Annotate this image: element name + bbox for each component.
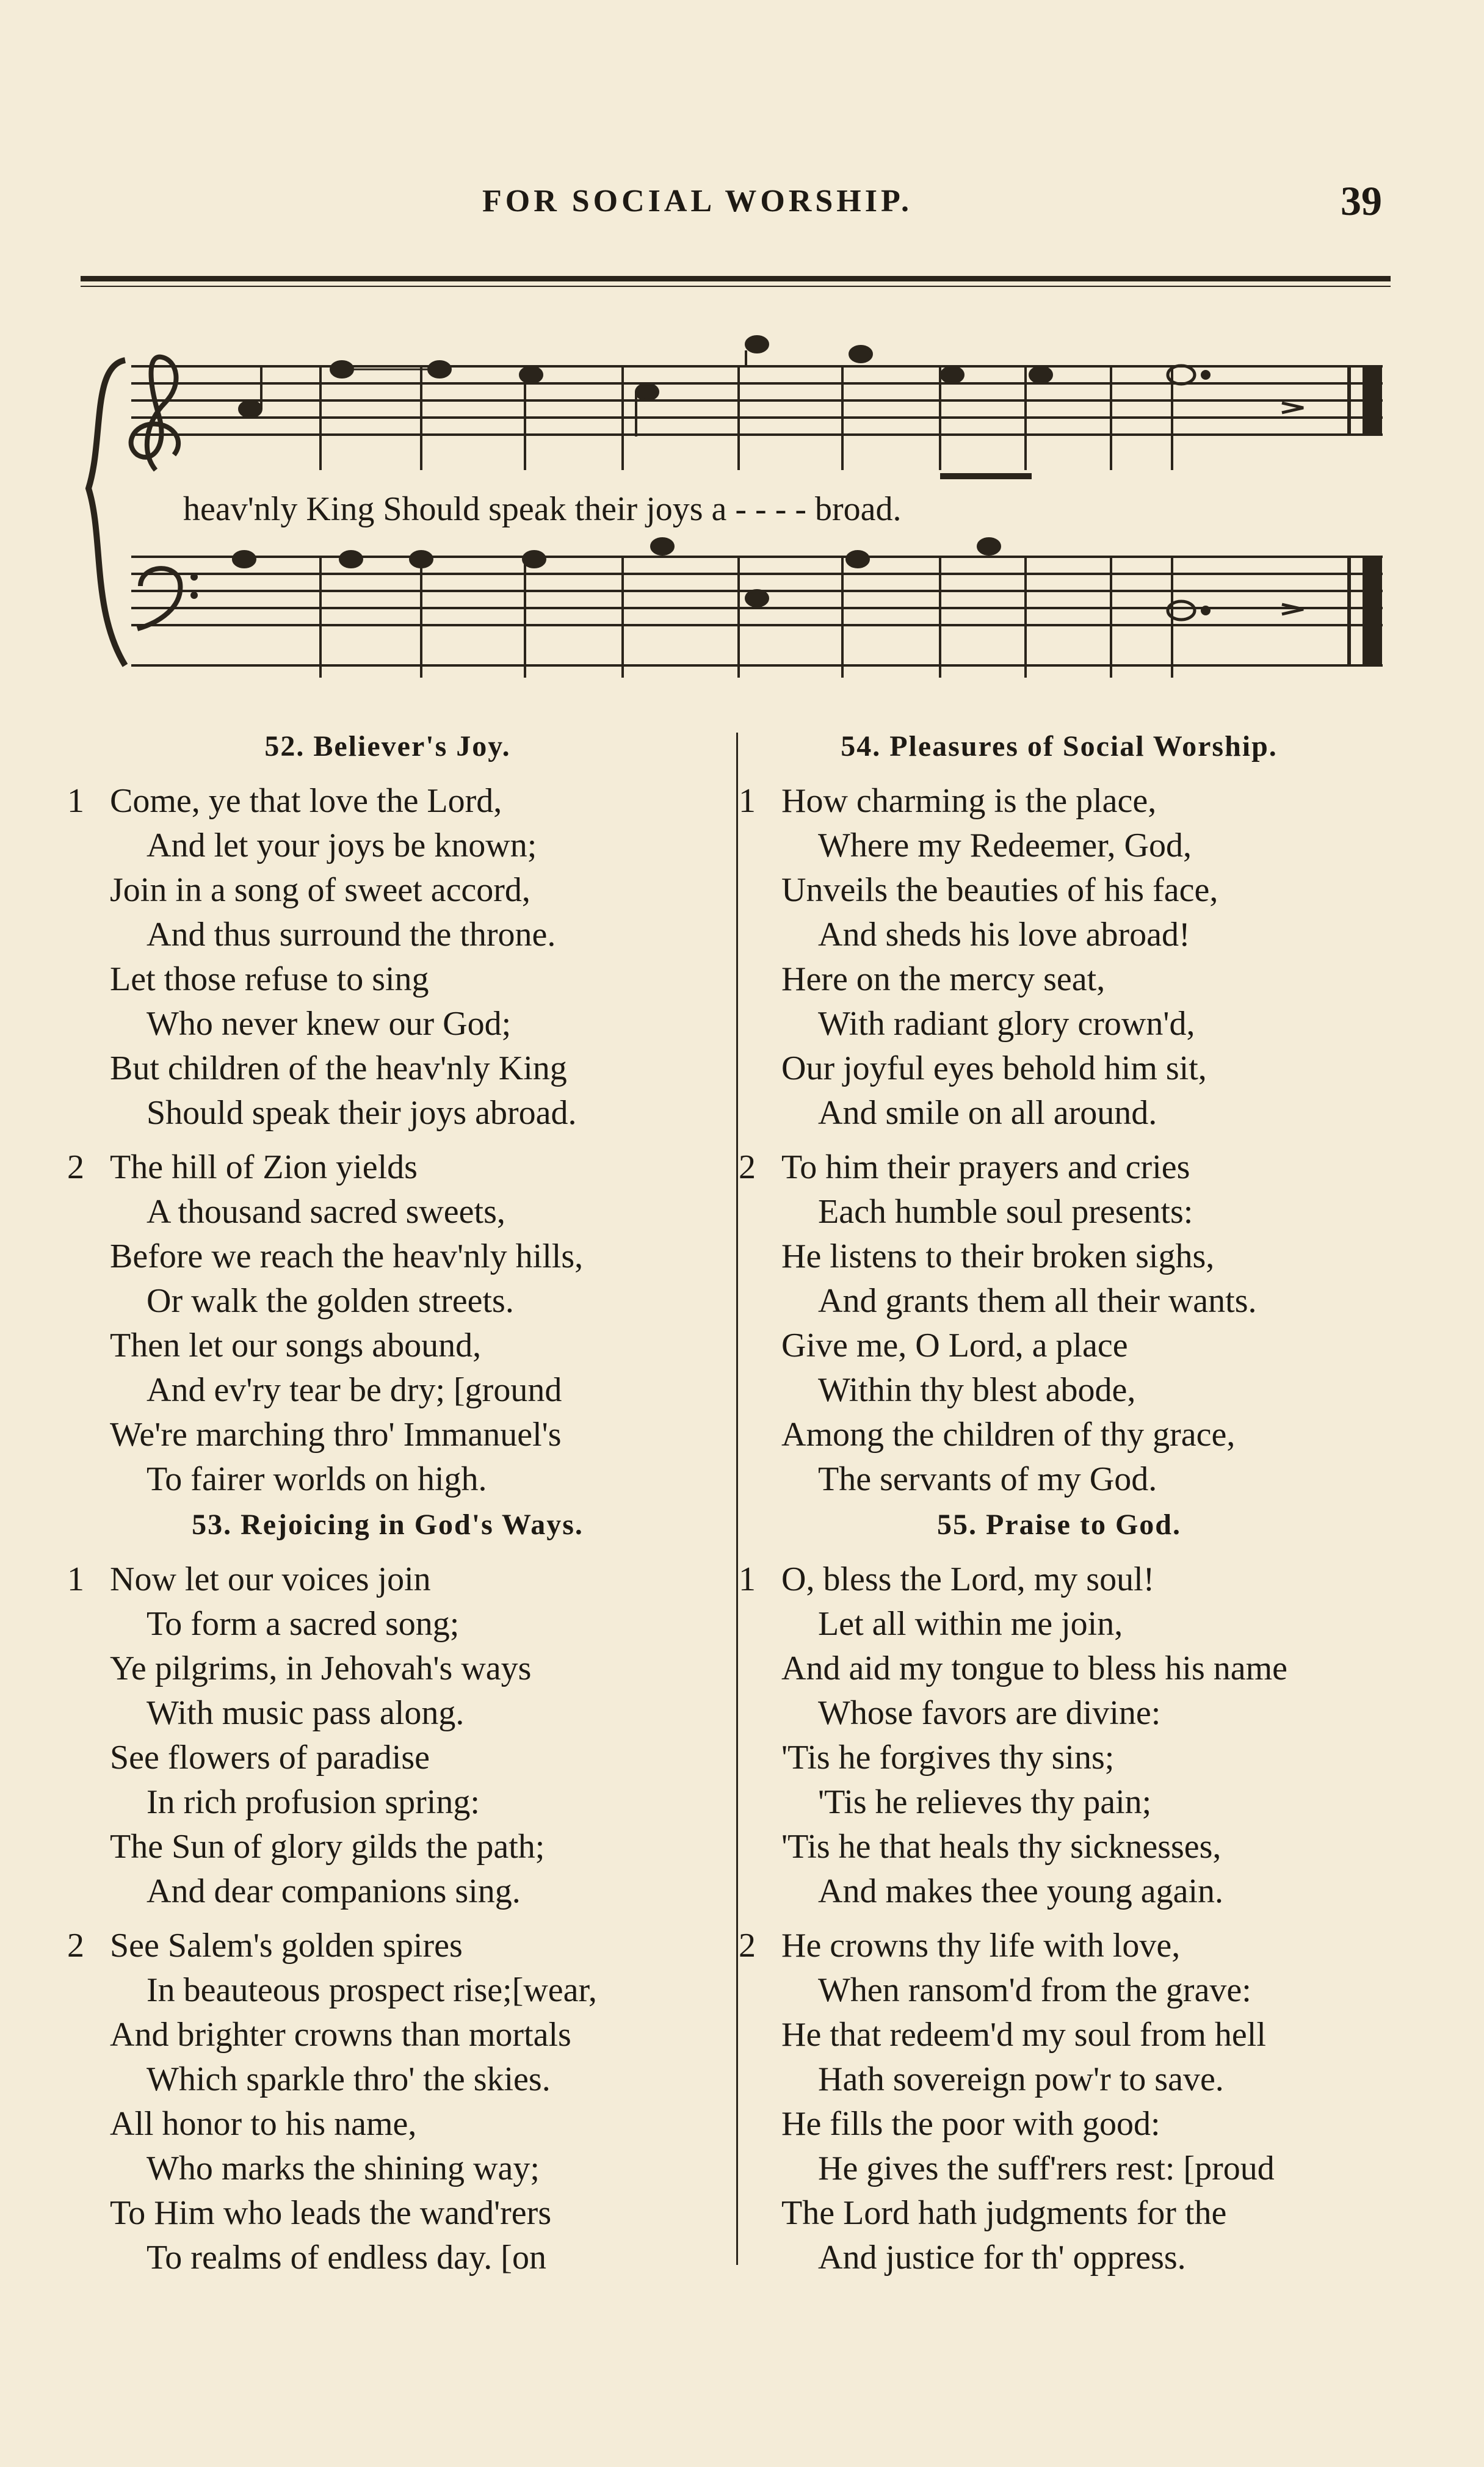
verse-line: The Lord hath judgments for the	[781, 2194, 1227, 2232]
hymn-52	[67, 730, 708, 1502]
verse-line: In rich profusion spring:	[147, 1783, 480, 1821]
treble-clef-icon	[131, 357, 179, 470]
verse-line: When ransom'd from the grave:	[818, 1971, 1251, 2009]
verse-line: How charming is the place,	[781, 782, 1157, 820]
stanza-number: 2	[67, 1927, 84, 1965]
verse-line: Who never knew our God;	[147, 1005, 512, 1043]
verse-line: But children of the heav'nly King	[110, 1049, 567, 1087]
verse-line: And ev'ry tear be dry; [ground	[147, 1371, 562, 1409]
hymn-title: 52. Believer's Joy.	[264, 730, 511, 763]
verse-line: All honor to his name,	[110, 2105, 417, 2143]
verse-line: See flowers of paradise	[110, 1739, 430, 1777]
verse-line: And let your joys be known;	[147, 827, 537, 864]
verse-line: Among the children of thy grace,	[781, 1416, 1236, 1454]
running-title: FOR SOCIAL WORSHIP.	[482, 184, 913, 219]
treble-staff	[131, 365, 1383, 470]
stanza	[739, 779, 1380, 1136]
verse-line: Unveils the beauties of his face,	[781, 871, 1218, 909]
verse-line: And justice for th' oppress.	[818, 2239, 1186, 2277]
verse-line: A thousand sacred sweets,	[147, 1193, 505, 1231]
stanza-number: 2	[739, 1927, 756, 1965]
verse-line: To realms of endless day. [on	[147, 2239, 546, 2277]
verse-line: Now let our voices join	[110, 1560, 431, 1598]
verse-line: Come, ye that love the Lord,	[110, 782, 502, 820]
left-column-lower	[67, 1508, 708, 2290]
stanza	[67, 1557, 708, 1914]
hymn-title: 54. Pleasures of Social Worship.	[841, 730, 1278, 763]
verse-line: He fills the poor with good:	[781, 2105, 1160, 2143]
hymn-title: 53. Rejoicing in God's Ways.	[192, 1509, 584, 1541]
page-number: 39	[1341, 178, 1382, 224]
verse-line: The Sun of glory gilds the path;	[110, 1828, 545, 1866]
verse-line: And sheds his love abroad!	[818, 916, 1190, 954]
music-score	[0, 0, 1484, 696]
stanza	[67, 1145, 708, 1502]
verse-line: With music pass along.	[147, 1694, 465, 1732]
verse-line: To Him who leads the wand'rers	[110, 2194, 552, 2232]
hymn-55	[739, 1508, 1380, 2280]
brace	[89, 360, 125, 665]
hymn-53	[67, 1508, 708, 2280]
verse-line: And smile on all around.	[818, 1094, 1157, 1132]
verse-line: And makes thee young again.	[818, 1872, 1224, 1910]
stanza-number: 1	[739, 782, 756, 820]
stanza	[739, 1924, 1380, 2280]
column-divider	[736, 733, 738, 2265]
stanza-number: 2	[739, 1148, 756, 1186]
bass-clef-icon	[137, 568, 198, 629]
verse-line: Should speak their joys abroad.	[147, 1094, 577, 1132]
verse-line: He crowns thy life with love,	[781, 1927, 1181, 1965]
verse-line: Which sparkle thro' the skies.	[147, 2060, 551, 2098]
verse-line: 'Tis he relieves thy pain;	[818, 1783, 1152, 1821]
verse-line: Who marks the shining way;	[147, 2150, 540, 2187]
verse-line: Whose favors are divine:	[818, 1694, 1161, 1732]
verse-line: Where my Redeemer, God,	[818, 827, 1192, 864]
verse-line: To fairer worlds on high.	[147, 1460, 487, 1498]
hymn-54	[739, 730, 1380, 1502]
hymn-title: 55. Praise to God.	[937, 1509, 1181, 1541]
verse-line: Ye pilgrims, in Jehovah's ways	[110, 1650, 532, 1687]
verse-line: Let those refuse to sing	[110, 960, 429, 998]
verse-line: With radiant glory crown'd,	[818, 1005, 1195, 1043]
verse-line: Give me, O Lord, a place	[781, 1327, 1128, 1364]
verse-line: The hill of Zion yields	[110, 1148, 418, 1186]
verse-line: The servants of my God.	[818, 1460, 1157, 1498]
stanza-number: 1	[67, 1560, 84, 1598]
verse-line: See Salem's golden spires	[110, 1927, 463, 1965]
stanza	[739, 1557, 1380, 1914]
stanza-number: 2	[67, 1148, 84, 1186]
verse-line: O, bless the Lord, my soul!	[781, 1560, 1155, 1598]
stanza-number: 1	[739, 1560, 756, 1598]
verse-line: Then let our songs abound,	[110, 1327, 482, 1364]
right-column-lower	[739, 1508, 1380, 2290]
verse-line: And dear companions sing.	[147, 1872, 521, 1910]
verse-line: He that redeem'd my soul from hell	[781, 2016, 1266, 2054]
verse-line: In beauteous prospect rise;[wear,	[147, 1971, 597, 2009]
stanza	[67, 779, 708, 1136]
verse-line: Before we reach the heav'nly hills,	[110, 1237, 584, 1275]
verse-line: And brighter crowns than mortals	[110, 2016, 571, 2054]
verse-line: Hath sovereign pow'r to save.	[818, 2060, 1224, 2098]
verse-line: 'Tis he that heals thy sicknesses,	[781, 1828, 1222, 1866]
verse-line: Here on the mercy seat,	[781, 960, 1106, 998]
verse-line: He gives the suff'rers rest: [proud	[818, 2150, 1275, 2187]
verse-line: And aid my tongue to bless his name	[781, 1650, 1288, 1687]
verse-line: And thus surround the throne.	[147, 916, 556, 954]
right-column	[739, 730, 1380, 1512]
lyric-line: heav'nly King Should speak their joys a - - - - broad.	[183, 490, 902, 528]
stanza-number: 1	[67, 782, 84, 820]
bass-staff	[131, 556, 1383, 678]
verse-line: He listens to their broken sighs,	[781, 1237, 1215, 1275]
stanza	[739, 1145, 1380, 1502]
left-column	[67, 730, 708, 1512]
treble-notes	[239, 336, 1303, 476]
verse-line: 'Tis he forgives thy sins;	[781, 1739, 1115, 1777]
verse-line: We're marching thro' Immanuel's	[110, 1416, 562, 1454]
verse-line: Let all within me join,	[818, 1605, 1123, 1643]
verse-line: Our joyful eyes behold him sit,	[781, 1049, 1207, 1087]
verse-line: Or walk the golden streets.	[147, 1282, 514, 1320]
verse-line: To him their prayers and cries	[781, 1148, 1190, 1186]
verse-line: Within thy blest abode,	[818, 1371, 1136, 1409]
stanza	[67, 1924, 708, 2280]
verse-line: To form a sacred song;	[147, 1605, 460, 1643]
verse-line: Each humble soul presents:	[818, 1193, 1193, 1231]
verse-line: Join in a song of sweet accord,	[110, 871, 530, 909]
verse-line: And grants them all their wants.	[818, 1282, 1257, 1320]
